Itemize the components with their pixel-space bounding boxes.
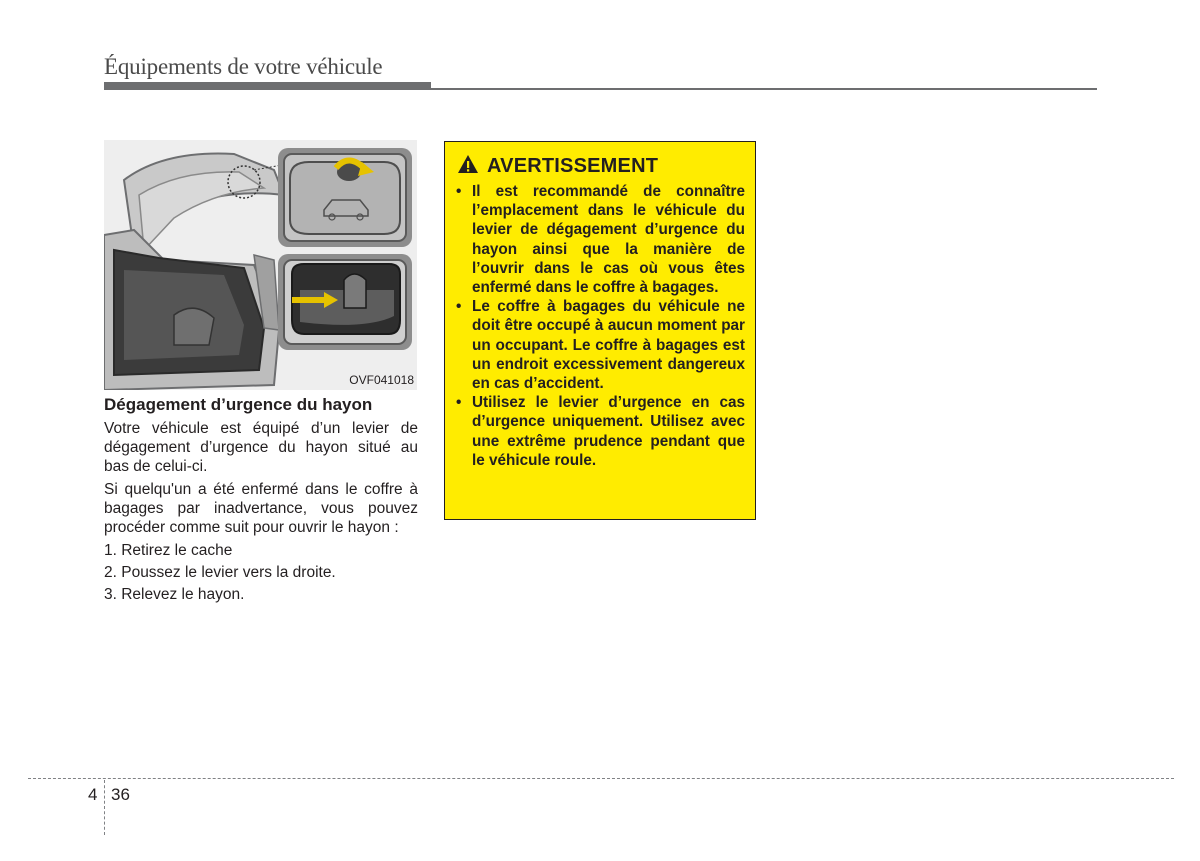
step-item: 3. Relevez le hayon. (104, 586, 245, 603)
body-text-column (104, 394, 418, 607)
chapter-number: 4 (88, 785, 98, 804)
bullet: • (456, 183, 462, 200)
tailgate-illustration (104, 140, 417, 390)
page-number: 36 (111, 785, 130, 804)
warning-item-text: Le coffre à bagages du véhicule ne doit être occupé à aucun moment par un occupant. Le coffre à bagages est un endroit excessivement dangereux en cas d’accident. (472, 298, 745, 393)
bullet: • (456, 394, 462, 412)
section-heading: Dégagement d’urgence du hayon (104, 395, 373, 414)
footer-rule (28, 778, 1174, 779)
footer-vertical-rule (104, 780, 105, 835)
figure-code: OVF041018 (349, 373, 414, 387)
warning-list (455, 182, 745, 470)
steps-list (104, 541, 418, 604)
warning-item (455, 393, 745, 470)
step-item: 1. Retirez le cache (104, 542, 233, 559)
warning-box (444, 141, 756, 520)
warning-item (455, 182, 745, 297)
warning-item (455, 297, 745, 393)
step-item: 2. Poussez le levier vers la droite. (104, 564, 336, 581)
warning-triangle-icon (457, 154, 479, 179)
header-rule-thin (104, 88, 1097, 90)
paragraph: Si quelqu'un a été enfermé dans le coffre à bagages par inadvertance, vous pouvez procéder comme suit pour ouvrir le hayon : (104, 481, 418, 536)
warning-item-text: Il est recommandé de connaître l’emplacement dans le véhicule du levier de dégagement d’urgence du hayon ainsi que la manière de l’ouvrir dans le cas où vous êtes enfermé dans le coffre à bagages. (472, 183, 745, 297)
warning-title: AVERTISSEMENT (487, 155, 659, 177)
bullet: • (456, 298, 462, 316)
page-header-title: Équipements de votre véhicule (104, 54, 383, 79)
paragraph: Votre véhicule est équipé d’un levier de dégagement d’urgence du hayon situé au bas de celui-ci. (104, 420, 418, 475)
warning-item-text: Utilisez le levier d’urgence en cas d’urgence uniquement. Utilisez avec une extrême prudence pendant que le véhicule roule. (472, 394, 745, 469)
warning-header (455, 154, 745, 179)
